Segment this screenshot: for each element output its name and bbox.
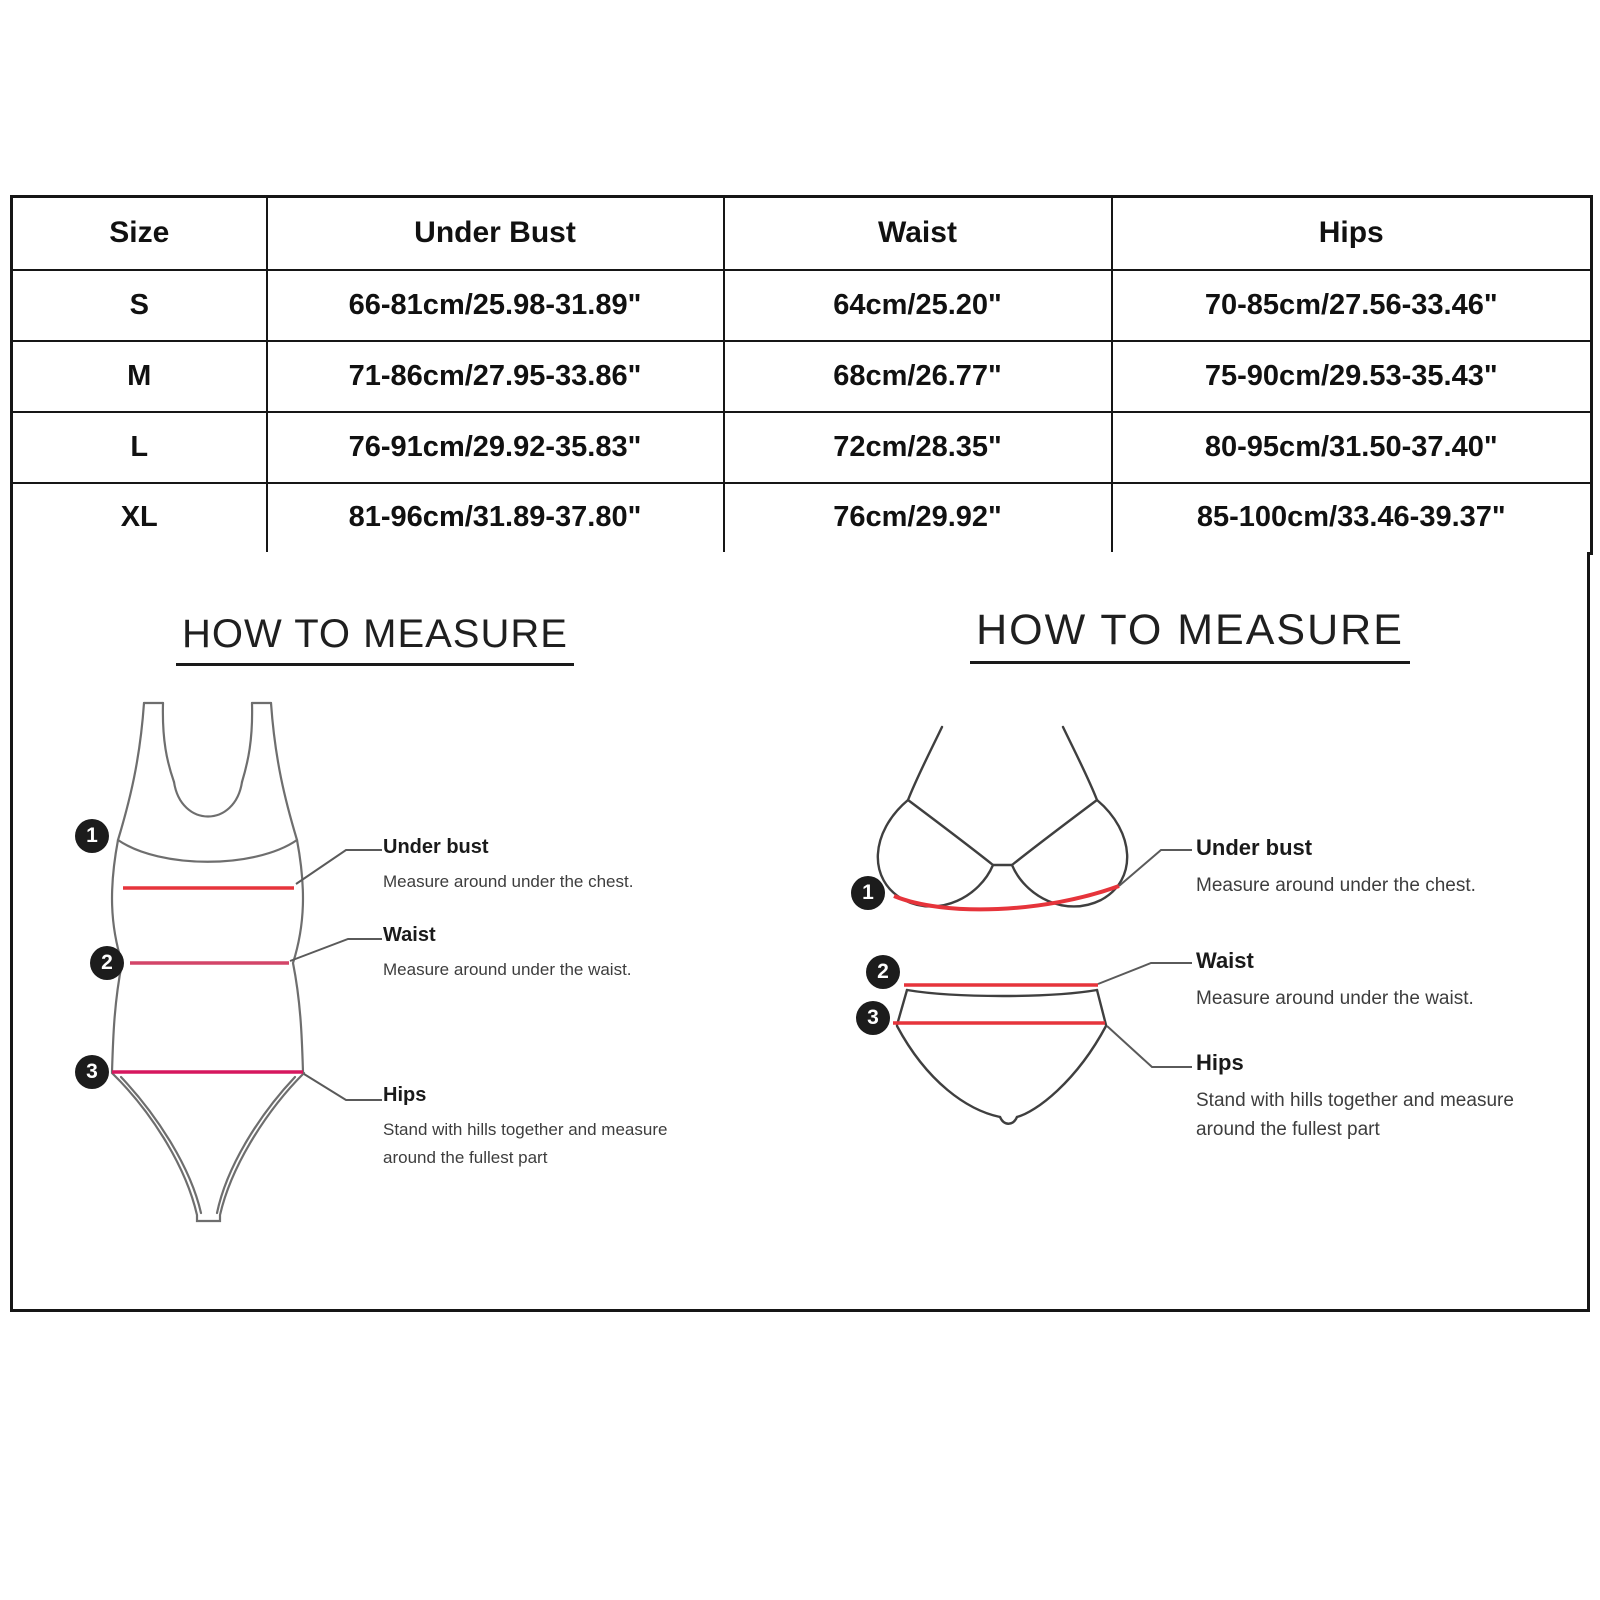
bikini-guide-title [960,606,1420,664]
leader-lines [1098,850,1192,1067]
waist-leader-line [290,939,382,961]
hips-label: Hips [383,1084,427,1106]
table-row-s [12,270,1592,341]
right-halter-strap [1063,727,1097,800]
one-piece-guide-title [150,612,600,666]
table-row-l [12,412,1592,483]
cell-waist: 72cm/28.35" [724,412,1112,483]
hips-leader-line [1107,1026,1192,1067]
cell-under-bust: 66-81cm/25.98-31.89" [267,270,724,341]
cell-under-bust: 81-96cm/31.89-37.80" [267,483,724,554]
cell-waist: 64cm/25.20" [724,270,1112,341]
chest-seam [118,840,297,862]
cell-size: L [12,412,267,483]
cell-hips: 80-95cm/31.50-37.40" [1112,412,1592,483]
col-header-under-bust: Under Bust [267,197,724,270]
col-header-hips: Hips [1112,197,1592,270]
cell-size: XL [12,483,267,554]
hips-description-line1: Stand with hills together and measure [1196,1090,1514,1111]
table-row-xl [12,483,1592,554]
underbust-description: Measure around under the chest. [383,872,634,891]
neckline-scoop [174,782,242,817]
waistband-right-edge [1097,990,1106,1025]
cell-size: M [12,341,267,412]
waist-label-group [383,924,632,984]
waistband-top-edge [907,990,1097,996]
left-cup-inner [908,800,993,865]
briefs-right-edge [1017,1026,1106,1117]
badge-3: 3 [75,1055,109,1089]
cell-under-bust: 76-91cm/29.92-35.83" [267,412,724,483]
waist-label: Waist [1196,948,1254,973]
hips-description-line1: Stand with hills together and measure [383,1120,668,1139]
size-table [10,195,1593,555]
underbust-description: Measure around under the chest. [1196,875,1476,896]
waist-leader-line [1098,963,1192,984]
briefs-left-edge [897,1026,1000,1117]
underbust-label-group [1196,835,1476,900]
badge-2: 2 [866,955,900,989]
badge-1: 1 [851,876,885,910]
hips-label: Hips [1196,1050,1244,1075]
badge-3: 3 [856,1001,890,1035]
waist-label: Waist [383,924,436,946]
hips-description-line2: around the fullest part [1196,1119,1380,1140]
hips-label-group [1196,1050,1514,1144]
waist-label-group [1196,948,1474,1013]
hips-leader-line [304,1074,382,1100]
hips-description-line2: around the fullest part [383,1148,548,1167]
left-cup-outer [878,800,993,906]
cell-hips: 85-100cm/33.46-39.37" [1112,483,1592,554]
table-header-row [12,197,1592,270]
guide-title-text: HOW TO MEASURE [176,612,574,666]
left-leg-inner-line [121,1077,201,1213]
underbust-label: Under bust [1196,835,1313,860]
left-strap-inner [163,703,174,782]
cell-hips: 70-85cm/27.56-33.46" [1112,270,1592,341]
waist-description: Measure around under the waist. [383,960,632,979]
cell-size: S [12,270,267,341]
right-cup-inner [1012,800,1097,865]
badge-1: 1 [75,819,109,853]
cell-waist: 68cm/26.77" [724,341,1112,412]
guide-title-text: HOW TO MEASURE [970,606,1410,664]
bikini-outline [878,727,1127,1124]
right-strap-inner [242,703,252,782]
col-header-waist: Waist [724,197,1112,270]
cell-waist: 76cm/29.92" [724,483,1112,554]
badge-2: 2 [90,946,124,980]
cell-under-bust: 71-86cm/27.95-33.86" [267,341,724,412]
underbust-label: Under bust [383,836,489,858]
waist-description: Measure around under the waist. [1196,988,1474,1009]
cell-hips: 75-90cm/29.53-35.43" [1112,341,1592,412]
waistband-left-edge [897,990,907,1025]
bikini-diagram [855,680,1205,1150]
left-halter-strap [908,727,942,800]
underbust-label-group [383,836,633,896]
leg-outline [112,1073,304,1221]
col-header-size: Size [12,197,267,270]
hips-label-group [383,1084,667,1172]
underbust-leader-line [1119,850,1192,886]
underbust-leader-line [296,850,382,884]
briefs-tip [1000,1117,1017,1124]
table-row-m [12,341,1592,412]
